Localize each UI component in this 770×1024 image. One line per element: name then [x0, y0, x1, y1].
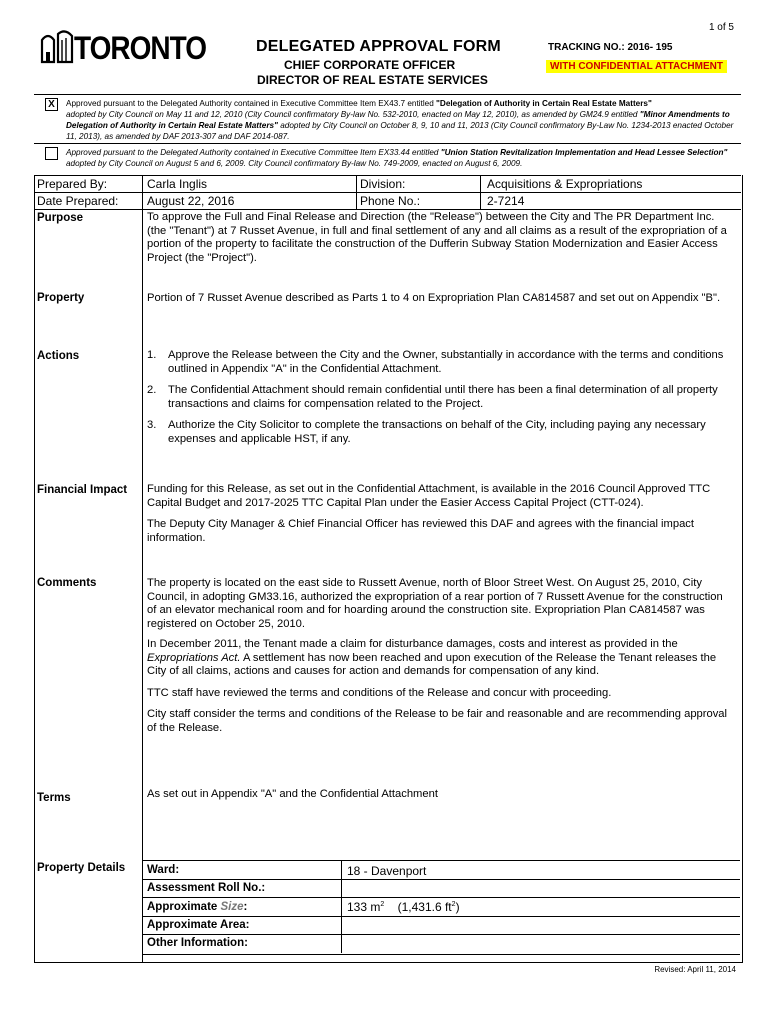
city-hall-icon — [40, 30, 74, 64]
pd-row-divider — [143, 879, 740, 880]
size-imperial-sup: 2 — [451, 901, 456, 908]
tracking-value: 2016- 195 — [627, 42, 673, 53]
pd-row-divider — [143, 916, 740, 917]
action-text: The Confidential Attachment should remain confidential until there has been a final determination of all property transactions and claims for compensation related to the Project. — [168, 384, 718, 410]
table-row-divider — [34, 192, 741, 193]
approval-text-2 — [66, 147, 734, 169]
approval-2-suffix: adopted by City Council on August 5 and 6, 2009. City Council confirmatory By-law No. 749-2009, enacted on August 6, 2009. — [66, 159, 523, 168]
tracking-number — [548, 42, 673, 53]
approximate-size-value — [347, 900, 460, 914]
approval-1-item-title: "Delegation of Authority in Certain Real Estate Matters" — [436, 99, 652, 108]
comments-text-2b: A settlement has now been reached and upon execution of the Release the Tenant releases the City of all claims, actions and causes for action and demands for compensation of any kind. — [147, 651, 717, 677]
approval-1-line1: Approved pursuant to the Delegated Authority contained in Executive Committee Item EX43.7 entitled — [66, 99, 437, 108]
table-label-column-divider — [142, 175, 143, 962]
confidential-badge: WITH CONFIDENTIAL ATTACHMENT — [546, 60, 727, 73]
size-imperial-close: ) — [455, 900, 460, 914]
action-item — [147, 384, 735, 411]
approval-2-item-title: "Union Station Revitalization Implementation and Head Lessee Selection" — [440, 148, 728, 157]
action-number: 2. — [147, 384, 157, 396]
financial-impact-text-1: Funding for this Release, as set out in the Confidential Attachment, is available in the 2016 Council Approved TTC Capital Budget and 2017-2025 TTC Capital Plan under the Easier Access Capital Project (CTT-024). — [147, 483, 711, 509]
property-details-label: Property Details — [37, 862, 126, 874]
form-subtitle-1: CHIEF CORPORATE OFFICER — [284, 58, 456, 72]
form-subtitle-2: DIRECTOR OF REAL ESTATE SERVICES — [257, 73, 488, 87]
approximate-size-label — [147, 901, 247, 913]
financial-impact-text-2: The Deputy City Manager & Chief Financial Officer has reviewed this DAF and agrees with the financial impact information. — [147, 518, 694, 544]
pd-row-divider — [143, 934, 740, 935]
logo-wordmark: TORONTO — [74, 30, 206, 66]
header-divider — [34, 94, 741, 95]
approval-checkbox-2[interactable] — [45, 147, 58, 160]
pd-row-divider — [143, 897, 740, 898]
prepared-by-label: Prepared By: — [37, 177, 108, 191]
action-number: 1. — [147, 349, 157, 361]
action-number: 3. — [147, 419, 157, 431]
assessment-roll-label: Assessment Roll No.: — [147, 882, 266, 894]
comments-act-name: Expropriations Act. — [147, 651, 241, 664]
phone-value: 2-7214 — [487, 194, 525, 208]
size-metric-sup: 2 — [380, 901, 385, 908]
approval-2-line1: Approved pursuant to the Delegated Authority contained in Executive Committee Item EX33.44 entitled — [66, 148, 441, 157]
comments-label: Comments — [37, 577, 97, 589]
page-number: 1 of 5 — [708, 22, 734, 33]
date-prepared-value: August 22, 2016 — [147, 194, 235, 208]
size-imperial: (1,431.6 ft — [397, 900, 452, 914]
comments-text-2a: In December 2011, the Tenant made a claim for disturbance damages, costs and interest as provided in the — [147, 638, 678, 650]
action-text: Approve the Release between the City and the Owner, substantially in accordance with the terms and conditions outlined in Appendix "A" in the Confidential Attachment. — [168, 349, 724, 375]
ward-value: 18 - Davenport — [347, 864, 427, 878]
table-row-divider — [34, 209, 741, 210]
table-column-divider — [480, 175, 481, 209]
comments-text-1: The property is located on the east side to Russett Avenue, north of Bloor Street West. On August 25, 2010, City Council, in adopting GM33.16, authorized the expropriation of a rear portion of 7 Russett Avenue for the construction of an elevator mechanical room and for hoarding around the construction site. Expropriation Plan CA814587 was registered on October 25, 2010. — [147, 577, 723, 630]
approval-divider — [34, 143, 741, 144]
actions-label: Actions — [37, 350, 80, 362]
action-item — [147, 349, 735, 376]
pd-column-divider — [341, 860, 342, 953]
form-title: DELEGATED APPROVAL FORM — [256, 38, 501, 55]
approval-checkbox-1[interactable]: X — [45, 98, 58, 111]
approval-1-line2-suffix: adopted by City Council on October 8, 9, 10 and 11, 2013 (City Council confirmatory By-Law No. 1234-2013 enacted October 11, 2013), as amended by DAF 2013-307 and DAF 2014-087. — [66, 121, 734, 141]
action-item — [147, 419, 735, 446]
approval-1-line2: adopted by City Council on May 11 and 12, 2010 (City Council confirmatory By-law No. 532-2010, enacted on May 12, 2010), as amended by GM24.9 entitled — [66, 110, 640, 119]
actions-list — [147, 349, 735, 454]
phone-label: Phone No.: — [360, 194, 421, 208]
division-label: Division: — [360, 177, 406, 191]
purpose-label: Purpose — [37, 212, 84, 224]
date-prepared-label: Date Prepared: — [37, 194, 119, 208]
division-value: Acquisitions & Expropriations — [487, 177, 643, 191]
approval-1-amend-title: "Minor Amendments to Delegation of Authority in Certain Real Estate Matters" — [66, 110, 730, 130]
terms-label: Terms — [37, 792, 71, 804]
purpose-text: To approve the Full and Final Release and Direction (the "Release") between the City and The PR Department Inc. (the "Tenant") at 7 Russet Avenue, in full and final settlement of any and all claims as a result of the expropriation of a portion of the property to facilitate the construction of the Dufferin Subway Station Modernization and Easier Access Project (the "Project"). — [147, 211, 727, 264]
toronto-logo — [40, 28, 206, 66]
comments-text-4: City staff consider the terms and conditions of the Release to be fair and reasonable and are recommending approval of the Release. — [147, 708, 728, 734]
approval-text-1 — [66, 98, 734, 142]
approximate-area-label: Approximate Area: — [147, 919, 250, 931]
table-column-divider — [356, 175, 357, 209]
table-top-border — [34, 175, 741, 176]
size-metric: 133 m — [347, 900, 381, 914]
property-label: Property — [37, 292, 85, 304]
ward-label: Ward: — [147, 864, 180, 876]
size-label-a: Approximate — [147, 901, 221, 913]
action-text: Authorize the City Solicitor to complete the transactions on behalf of the City, including paying any necessary expenses and applicable HST, if any. — [168, 419, 706, 445]
comments-text-2 — [147, 638, 735, 679]
financial-impact-label: Financial Impact — [37, 484, 128, 496]
size-label-b: Size — [220, 901, 244, 913]
revised-date: Revised: April 11, 2014 — [654, 965, 736, 974]
comments-text-3: TTC staff have reviewed the terms and conditions of the Release and concur with proceeding. — [147, 687, 612, 699]
size-label-c: : — [243, 901, 248, 913]
property-text: Portion of 7 Russet Avenue described as Parts 1 to 4 on Expropriation Plan CA814587 and set out on Appendix "B". — [147, 292, 721, 304]
other-information-label: Other Information: — [147, 937, 248, 949]
terms-text: As set out in Appendix "A" and the Confidential Attachment — [147, 788, 438, 800]
prepared-by-value: Carla Inglis — [147, 177, 208, 191]
tracking-label: TRACKING NO.: — [548, 42, 625, 53]
